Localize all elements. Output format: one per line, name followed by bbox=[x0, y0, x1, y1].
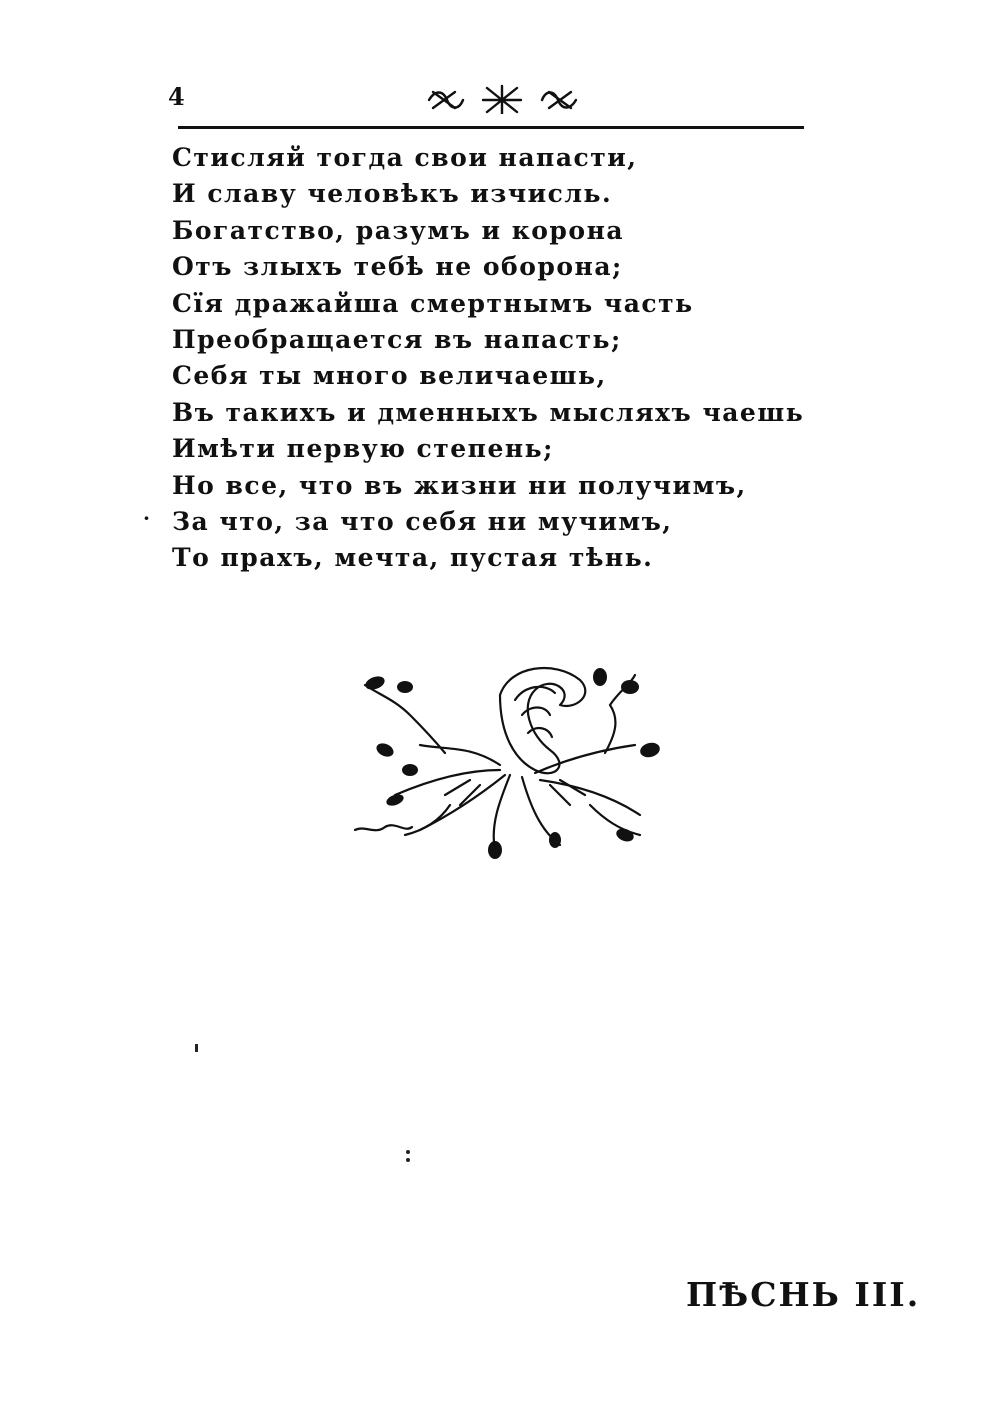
header-ornament-icon bbox=[425, 82, 580, 114]
poem-line: Въ такихъ и дменныхъ мысляхъ чаешь bbox=[172, 397, 805, 427]
flower-vignette-icon bbox=[350, 655, 675, 865]
poem-stanza bbox=[172, 140, 812, 577]
header-rule bbox=[178, 126, 804, 129]
stray-mark bbox=[406, 1150, 411, 1164]
poem-line: То прахъ, мечта, пустая тѣнь. bbox=[172, 543, 654, 573]
poem-line: За что, за что себя ни мучимъ, bbox=[172, 506, 673, 536]
margin-mark: · bbox=[143, 506, 150, 530]
poem-line: Имѣти первую степень; bbox=[172, 434, 554, 464]
poem-line: Сїя дражайша смертнымъ часть bbox=[172, 288, 694, 318]
stray-mark bbox=[195, 1044, 198, 1052]
poem-line: Богатство, разумъ и корона bbox=[172, 215, 625, 245]
poem-line: Себя ты много величаешь, bbox=[172, 361, 607, 391]
catchword: ПѢСНЬ III. bbox=[686, 1275, 921, 1314]
poem-line: Стисляй тогда свои напасти, bbox=[172, 143, 638, 172]
poem-line: Отъ злыхъ тебѣ не оборона; bbox=[172, 252, 623, 282]
poem-line: Но все, что въ жизни ни получимъ, bbox=[172, 470, 747, 500]
poem-line: Преобращается въ напасть; bbox=[172, 324, 622, 354]
page-number: 4 bbox=[168, 82, 185, 111]
poem-line: И славу человѣкъ изчисль. bbox=[172, 179, 613, 209]
